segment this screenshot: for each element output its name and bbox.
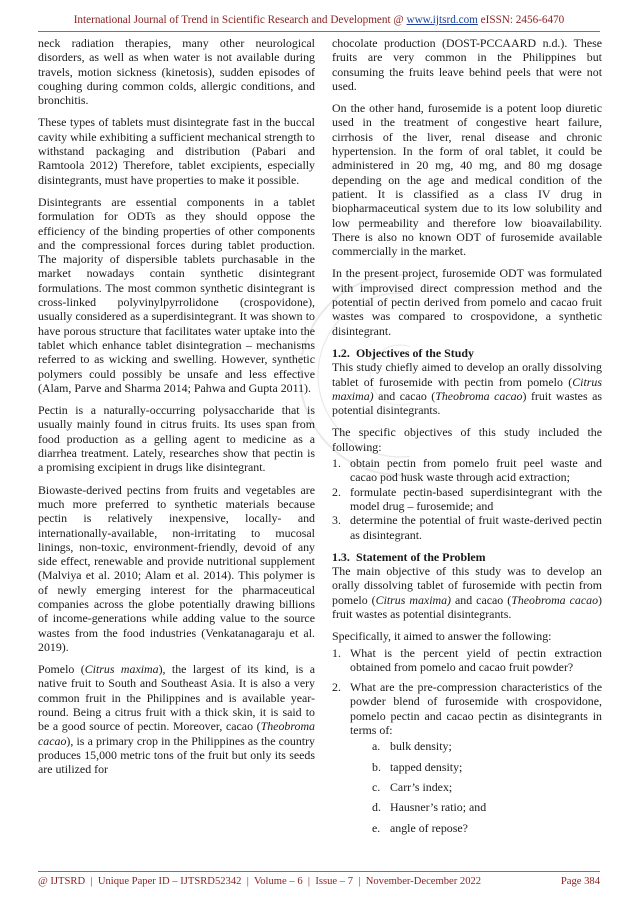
- paragraph: Specifically, it aimed to answer the following:: [332, 629, 552, 644]
- list-item-text: Hausner’s ratio; and: [390, 800, 487, 815]
- list-item: [332, 680, 602, 835]
- header-divider: [38, 31, 600, 32]
- running-footer: [38, 876, 600, 887]
- list-item-text: Carr’s index;: [390, 779, 453, 794]
- journal-name: International Journal of Trend in Scientific Research and Development @: [73, 14, 404, 26]
- paragraph: The specific objectives of this study included the following:: [332, 425, 602, 454]
- section-title: Statement of the Problem: [356, 549, 486, 564]
- paragraph: [332, 360, 602, 417]
- paragraph: These types of tablets must disintegrate fast in the buccal cavity while exhibiting a sufficient mechanical strength to withstand packaging and distribution (Pabari and Ramtoola 2012) Therefore, tablet excipients, especially disintegrants, must have properties to make it possible.: [38, 115, 315, 187]
- sub-list-item: [350, 760, 602, 774]
- objectives-list: [332, 456, 602, 542]
- paragraph: In the present project, furosemide ODT was formulated with improvised direct compression method and the potential of pectin derived from pomelo and cacao fruit wastes was compared to crospovidone, a synthetic disintegrant.: [332, 266, 602, 338]
- list-item: [332, 485, 602, 514]
- paragraph: [38, 662, 315, 776]
- text-run: and cacao (: [451, 592, 512, 607]
- text-run: ), is a primary crop in the Philippines as the country produces 15,000 metric tons of the fruit but only its seeds are utilized for: [38, 733, 315, 777]
- list-item-text: formulate pectin-based superdisintegrant with the model drug – furosemide; and: [350, 484, 602, 513]
- list-marker: c.: [372, 779, 381, 794]
- list-item: [332, 513, 602, 542]
- page-number: Page 384: [560, 876, 600, 887]
- list-marker: 3.: [332, 513, 341, 528]
- footer-divider: [38, 871, 600, 872]
- text-run: Pomelo (: [38, 662, 85, 677]
- species-name: Theobroma cacao: [435, 388, 523, 403]
- list-marker: 2.: [332, 680, 341, 695]
- species-name: Citrus maxima: [84, 662, 159, 677]
- paragraph: chocolate production (DOST-PCCAARD n.d.). These fruits are very common in the Philippines but consuming the fruits leave behind peels that were not used.: [332, 36, 602, 93]
- species-name: Theobroma cacao: [511, 592, 599, 607]
- list-item-text: determine the potential of fruit waste-derived pectin as disintegrant.: [350, 513, 602, 542]
- paragraph: neck radiation therapies, many other neurological disorders, as well as when water is not available during travels, motion sickness (kinetosis), sudden episodes of coughing during common colds, allergic conditions, and bronchitis.: [38, 36, 315, 108]
- issn: eISSN: 2456-6470: [480, 14, 565, 26]
- text-run: This study chiefly aimed to develop an orally dissolving tablet of furosemide with pectin from pomelo (: [332, 360, 602, 389]
- section-number: 1.2.: [332, 345, 350, 360]
- section-heading-objectives: [332, 346, 602, 360]
- section-title: Objectives of the Study: [356, 345, 474, 360]
- paragraph: [332, 564, 602, 621]
- species-name: Citrus maxima): [375, 592, 451, 607]
- right-column: [332, 36, 602, 843]
- text-run: ) fruit wastes as potential disintegrants.: [332, 388, 602, 418]
- list-item-text: bulk density;: [390, 739, 452, 754]
- species-name: Theobroma cacao: [38, 719, 315, 748]
- paragraph: Biowaste-derived pectins from fruits and vegetables are much more preferred to synthetic materials because pectin is relatively inexpensive, locally- and internationally-available, non-irritating to mucosal linings, non-toxic, environment-friendly, devoid of any side effect, renewable and provide nutritional supplement (Malviya et al. 2010; Alam et al. 2014). This polymer is of newly emerging interest for the pharmaceutical companies across the globe potentially drawing billions of income-generations while adding value to the source wastes from the food industries (Venkatanagaraju et al. 2019).: [38, 482, 315, 654]
- sub-list-item: [350, 739, 602, 753]
- list-marker: 1.: [332, 645, 341, 660]
- list-item: [332, 646, 602, 675]
- journal-url-link[interactable]: www.ijtsrd.com: [406, 14, 478, 26]
- list-item-text: obtain pectin from pomelo fruit peel waste and cacao pod husk waste through acid extraction;: [350, 456, 602, 485]
- sub-list-item: [350, 800, 602, 814]
- list-marker: d.: [372, 800, 381, 815]
- sub-list-item: [350, 780, 602, 794]
- species-name: Citrus maxima): [332, 374, 602, 403]
- text-run: ), the largest of its kind, is a native fruit to South and Southeast Asia. It is also a very common fruit in the Philippines and is available year-round. Being a citrus fruit with a thick skin, it is said to be a good source of pectin. Moreover, cacao (: [38, 662, 315, 734]
- questions-list: [332, 646, 602, 835]
- list-marker: 2.: [332, 484, 341, 499]
- paragraph: Pectin is a naturally-occurring polysaccharide that is usually mainly found in citrus fruits. Its uses span from food production as a gelling agent to medicine as a diarrhea treatment. Lately, researches show that pectin is a promising excipient in drugs like disintegrant.: [38, 403, 315, 475]
- text-run: The main objective of this study was to develop an orally dissolving tablet of furosemide with pectin from pomelo (: [332, 564, 602, 607]
- text-run: and cacao (: [373, 388, 436, 403]
- running-header: [0, 14, 638, 26]
- list-marker: e.: [372, 820, 381, 835]
- footer-citation: @ IJTSRD | Unique Paper ID – IJTSRD52342 | Volume – 6 | Issue – 7 | November-December 2022: [38, 876, 482, 887]
- list-marker: b.: [372, 759, 381, 774]
- sub-list-item: [350, 821, 602, 835]
- paragraph: On the other hand, furosemide is a potent loop diuretic used in the treatment of congestive heart failure, cirrhosis of the liver, renal disease and chronic hypertension. In the form of oral tablet, it could be administered in 20 mg, 40 mg, and 80 mg dosage depending on the age and medical condition of the patient. It is classified as a class IV drug in biopharmaceutical system due to its low solubility and low permeability and therefore low bioavailability. There is also no known ODT of furosemide available commercially in the market.: [332, 101, 602, 259]
- list-item: [332, 456, 602, 485]
- list-item-text: tapped density;: [390, 759, 463, 774]
- list-marker: a.: [372, 739, 381, 754]
- paragraph: Disintegrants are essential components in a tablet formulation for ODTs as they should oppose the efficiency of the binding properties of other components and the compressional forces during tablet production. The majority of dispersible tablets purchasable in the market nowadays contain synthetic disintegrant formulations. The most common synthetic disintegrant is cross-linked polyvinylpyrrolidone (crospovidone), usually considered as a superdisintegrant. It was shown to have porous structure that facilitates water uptake into the tablet which enhance tablet disintegration – mechanisms referred to as wicking and swelling. However, synthetic polymers could possibly be unsafe and less effective (Alam, Parve and Sharma 2014; Pahwa and Gupta 2011).: [38, 194, 315, 395]
- list-item-text: angle of repose?: [390, 820, 468, 835]
- sub-list: [350, 739, 602, 834]
- section-heading-problem: [332, 550, 602, 564]
- list-item-text: What are the pre-compression characteristics of the powder blend of furosemide with crospovidone, pomelo pectin and cacao pectin as disintegrants in terms of:: [350, 680, 602, 738]
- text-run: ) fruit wastes as potential disintegrants.: [332, 592, 602, 621]
- list-marker: 1.: [332, 456, 341, 471]
- section-number: 1.3.: [332, 549, 350, 564]
- left-column: [38, 36, 315, 785]
- list-item-text: What is the percent yield of pectin extraction obtained from pomelo and cacao fruit powder?: [350, 645, 602, 674]
